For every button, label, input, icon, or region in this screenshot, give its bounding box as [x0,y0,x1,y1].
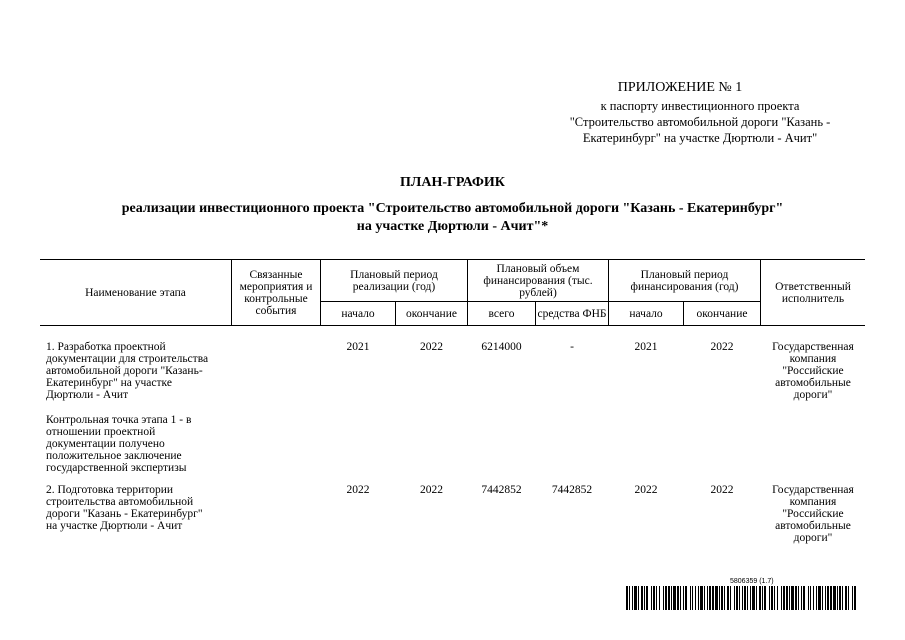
row1-fin-start: 2021 [634,341,658,353]
row1-end: 2022 [420,341,443,353]
appendix-line: "Строительство автомобильной дороги "Казань - [569,115,831,129]
row1-total: 6214000 [481,341,522,353]
barcode-number: 5806359 (1.7) [730,578,774,585]
table-header-bottom-border [40,325,865,326]
header-finance-volume: Плановый объем финансирования (тыс. рублей) [483,262,593,299]
appendix-line: к паспорту инвестиционного проекта [600,99,800,113]
header-end: окончание [406,307,457,320]
row1-fin-end: 2022 [710,341,734,353]
appendix-line: Екатеринбург" на участке Дюртюли - Ачит" [582,131,818,145]
header-fin-period: Плановый период финансирования (год) [630,268,739,293]
row1-fnb: - [570,341,574,353]
header-stage: Наименование этапа [85,286,186,299]
row2-total: 7442852 [481,484,522,496]
row2-stage: 2. Подготовка территории строительства автомобильной дороги "Казань - Екатеринбург" на участке Дюртюли - Ачит [46,484,203,532]
header-start: начало [341,307,375,320]
row2-fnb: 7442852 [551,484,593,496]
header-responsible: Ответственный исполнитель [775,280,851,305]
row2-end: 2022 [420,484,443,496]
control-point: Контрольная точка этапа 1 - в отношении проектной документации получено положительное заключение государственной экспертизы [46,414,192,474]
document-title: ПЛАН-ГРАФИК [400,175,505,190]
appendix-title: ПРИЛОЖЕНИЕ № 1 [617,80,743,95]
document-subtitle-2: на участке Дюртюли - Ачит"* [356,219,549,234]
row2-start: 2022 [346,484,370,496]
row1-start: 2021 [346,341,370,353]
header-fin-end: окончание [696,307,748,320]
header-related: Связанные мероприятия и контрольные события [239,268,313,317]
document-subtitle: реализации инвестиционного проекта "Строительство автомобильной дороги "Казань - Екатеринбург" [121,201,784,216]
header-fnb: средства ФНБ [537,307,607,320]
row2-fin-end: 2022 [710,484,734,496]
barcode-icon [626,586,856,610]
row1-responsible: Государственная компания "Российские автомобильные дороги" [772,341,854,401]
header-plan-period: Плановый период реализации (год) [350,268,438,293]
header-total: всего [488,307,515,320]
row2-responsible: Государственная компания "Российские автомобильные дороги" [772,484,854,544]
row1-stage: 1. Разработка проектной документации для строительства автомобильной дороги "Казань-Екатеринбург" на участке Дюртюли - Ачит [46,341,209,401]
header-fin-start: начало [629,307,663,320]
row2-fin-start: 2022 [634,484,658,496]
